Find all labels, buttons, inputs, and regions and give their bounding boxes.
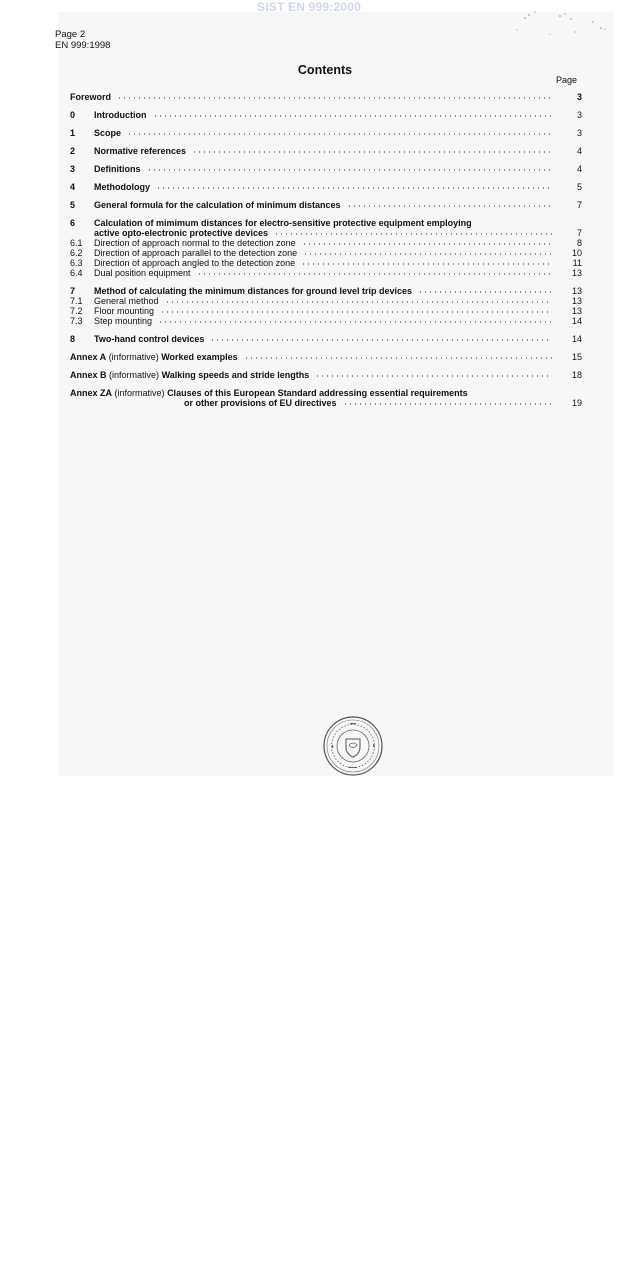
toc-entry	[70, 200, 582, 210]
header-page-number: Page 2	[55, 29, 86, 40]
toc-number: 6.3	[70, 258, 83, 268]
annex-title: Clauses of this European Standard addressing essential requirements	[167, 388, 468, 398]
leader-dots	[244, 353, 552, 360]
toc-entry	[70, 182, 582, 192]
toc-page: 13	[571, 286, 582, 296]
toc-annex-continuation	[70, 398, 582, 408]
toc-entry-continuation	[70, 228, 582, 238]
leader-dots	[197, 269, 552, 276]
leader-dots	[303, 249, 552, 256]
watermark: SIST EN 999:2000	[257, 0, 361, 14]
toc-page: 11	[572, 258, 582, 268]
toc-number: 1	[70, 128, 76, 138]
toc-entry	[70, 218, 582, 228]
toc-page: 7	[576, 228, 582, 238]
toc-entry	[70, 248, 582, 258]
toc-number: 7	[70, 286, 76, 296]
leader-dots	[165, 297, 552, 304]
toc-entry	[70, 164, 582, 174]
toc-page: 14	[571, 316, 582, 326]
toc-number: 6	[70, 218, 76, 228]
leader-dots	[153, 111, 553, 118]
leader-dots	[158, 317, 552, 324]
leader-dots	[301, 259, 552, 266]
toc-number: 7.2	[70, 306, 83, 316]
toc-entry	[70, 306, 582, 316]
annex-title-line2: or other provisions of EU directives	[184, 398, 337, 408]
toc-page: 10	[571, 248, 582, 258]
toc-label: Scope	[94, 128, 122, 138]
toc-page: 7	[576, 200, 582, 210]
toc-entry	[70, 268, 582, 278]
toc-number: 7.1	[70, 296, 83, 306]
toc-label: Step mounting	[94, 316, 153, 326]
toc-annex-entry	[70, 370, 582, 380]
leader-dots	[192, 147, 552, 154]
toc-number: 6.1	[70, 238, 83, 248]
table-of-contents	[70, 92, 582, 408]
toc-page: 13	[571, 268, 582, 278]
leader-dots	[210, 335, 552, 342]
annex-title: Worked examples	[161, 352, 238, 362]
toc-number: 5	[70, 200, 76, 210]
toc-number: 4	[70, 182, 76, 192]
toc-page: 3	[576, 92, 582, 102]
annex-id: Annex ZA	[70, 388, 113, 398]
toc-entry	[70, 258, 582, 268]
toc-label: Calculation of mimimum distances for electro-sensitive protective equipment employing	[94, 218, 472, 228]
toc-label: Foreword	[70, 92, 112, 102]
leader-dots	[315, 371, 552, 378]
toc-label: Two-hand control devices	[94, 334, 205, 344]
scan-noise-icon	[505, 10, 610, 40]
toc-entry	[70, 110, 582, 120]
leader-dots	[343, 399, 552, 406]
toc-number: 0	[70, 110, 76, 120]
annex-note: (informative)	[109, 370, 160, 380]
toc-label: General method	[94, 296, 159, 306]
toc-number: 2	[70, 146, 76, 156]
toc-page: 3	[576, 128, 582, 138]
annex-id: Annex B	[70, 370, 107, 380]
page-column-label: Page	[556, 75, 578, 85]
toc-page: 5	[576, 182, 582, 192]
toc-number: 6.2	[70, 248, 83, 258]
toc-page: 3	[576, 110, 582, 120]
toc-label: Direction of approach parallel to the detection zone	[94, 248, 298, 258]
toc-label-line2: active opto-electronic protective devices	[94, 228, 269, 238]
toc-label: Direction of approach angled to the detection zone	[94, 258, 296, 268]
toc-entry	[70, 146, 582, 156]
toc-page: 4	[576, 146, 582, 156]
toc-label: Definitions	[94, 164, 141, 174]
annex-id: Annex A	[70, 352, 107, 362]
toc-number: 7.3	[70, 316, 83, 326]
toc-label: Dual position equipment	[94, 268, 191, 278]
toc-label: Direction of approach normal to the detection zone	[94, 238, 296, 248]
leader-dots	[117, 93, 552, 100]
annex-note: (informative)	[108, 352, 159, 362]
toc-page: 13	[571, 306, 582, 316]
toc-label: Floor mounting	[94, 306, 155, 316]
leader-dots	[418, 287, 552, 294]
toc-page: 19	[571, 398, 582, 408]
toc-entry	[70, 92, 582, 102]
toc-number: 8	[70, 334, 76, 344]
official-seal-icon	[322, 715, 384, 777]
toc-page: 4	[576, 164, 582, 174]
annex-title: Walking speeds and stride lengths	[161, 370, 310, 380]
toc-label: Method of calculating the minimum distances for ground level trip devices	[94, 286, 413, 296]
toc-number: 6.4	[70, 268, 83, 278]
annex-note: (informative)	[114, 388, 165, 398]
toc-page: 18	[571, 370, 582, 380]
toc-label: Methodology	[94, 182, 150, 192]
toc-label: General formula for the calculation of minimum distances	[94, 200, 341, 210]
toc-entry	[70, 334, 582, 344]
toc-label: Introduction	[94, 110, 147, 120]
toc-entry	[70, 286, 582, 296]
leader-dots	[160, 307, 552, 314]
toc-entry	[70, 316, 582, 326]
toc-page: 13	[571, 296, 582, 306]
toc-page: 15	[571, 352, 582, 362]
toc-annex-entry	[70, 388, 582, 398]
header-standard-number: EN 999:1998	[55, 40, 111, 51]
leader-dots	[147, 165, 553, 172]
leader-dots	[347, 201, 552, 208]
toc-annex-entry	[70, 352, 582, 362]
toc-entry	[70, 128, 582, 138]
toc-number: 3	[70, 164, 76, 174]
toc-label: Normative references	[94, 146, 187, 156]
leader-dots	[127, 129, 552, 136]
leader-dots	[302, 239, 552, 246]
toc-page: 8	[576, 238, 582, 248]
toc-entry	[70, 296, 582, 306]
page-title: Contents	[297, 63, 353, 77]
leader-dots	[274, 229, 552, 236]
toc-entry	[70, 238, 582, 248]
leader-dots	[156, 183, 552, 190]
toc-page: 14	[571, 334, 582, 344]
